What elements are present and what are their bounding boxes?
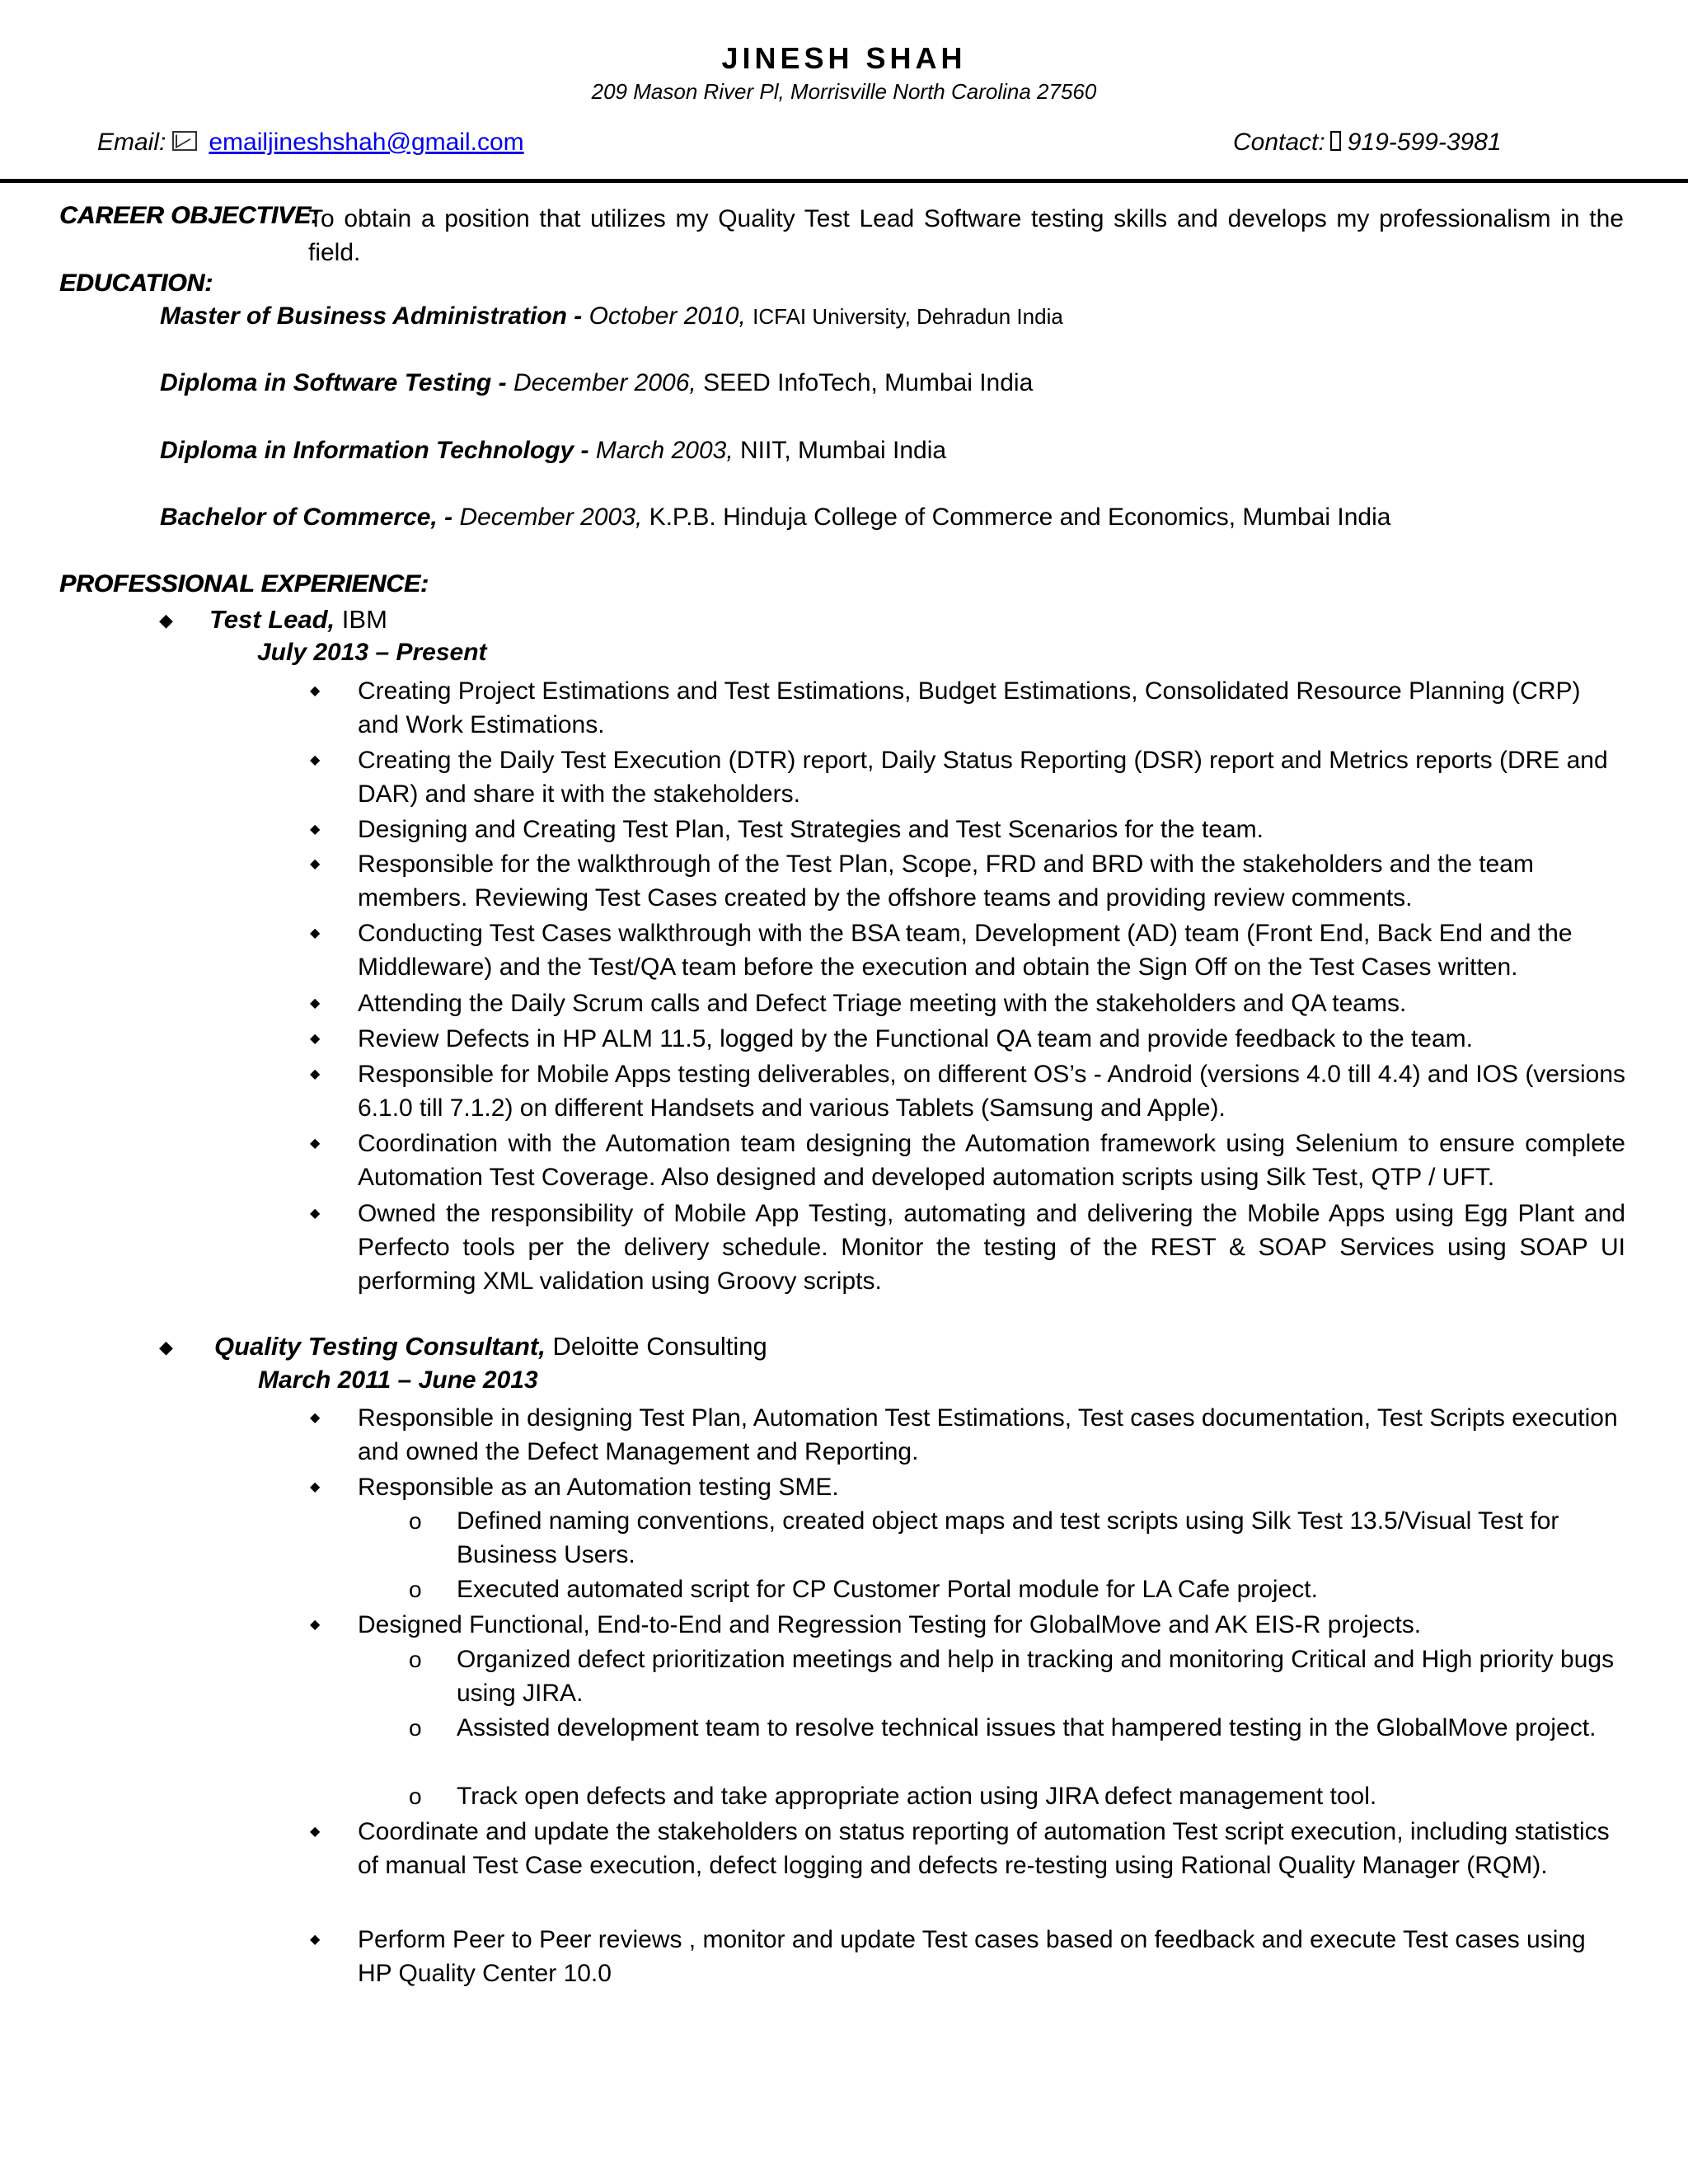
header-divider: [0, 179, 1688, 183]
candidate-address: 209 Mason River Pl, Morrisville North Carolina 27560: [591, 79, 1097, 104]
list-item: ◆ Coordination with the Automation team designing the Automation framework using Selenium to ensure complete Automation Test Coverage. Also designed and developed automation scripts using Silk Test, QTP / UFT.: [358, 1127, 1625, 1194]
degree: Bachelor of Commerce, -: [160, 504, 453, 531]
contact-line: [1233, 129, 1502, 157]
list-item: ◆ Responsible as an Automation testing SME.: [358, 1470, 1625, 1504]
list-item: ◆ Creating Project Estimations and Test Estimations, Budget Estimations, Consolidated Resource Planning (CRP) and Work Estimations.: [358, 674, 1625, 742]
list-item: ◆ Conducting Test Cases walkthrough with the BSA team, Development (AD) team (Front End, Back End and the Middleware) and the Test/QA team before the execution and obtain the Sign Off on the Test Cases written.: [358, 916, 1625, 984]
education-item: [160, 504, 1390, 532]
phone-number: 919-599-3981: [1347, 129, 1502, 156]
job-title-line: [214, 1332, 767, 1361]
degree-date: December 2006,: [513, 369, 696, 396]
degree: Diploma in Information Technology -: [160, 437, 589, 464]
degree-date: December 2003,: [459, 504, 643, 531]
job-role: Test Lead,: [209, 605, 335, 634]
email-label: Email:: [97, 129, 166, 156]
list-item: ◆ Perform Peer to Peer reviews , monitor and update Test cases based on feedback and execute Test cases using HP Quality Center 10.0: [358, 1923, 1625, 1990]
sub-list-item: o Defined naming conventions, created object maps and test scripts using Silk Test 13.5/Visual Test for Business Users.: [457, 1504, 1625, 1572]
email-link[interactable]: emailjineshshah@gmail.com: [209, 129, 524, 156]
degree: Master of Business Administration -: [160, 302, 583, 330]
degree-date: March 2003,: [595, 437, 734, 464]
sub-list-item: o Executed automated script for CP Customer Portal module for LA Cafe project.: [457, 1572, 1625, 1606]
contact-label: Contact:: [1233, 129, 1325, 156]
email-line: [97, 129, 524, 157]
degree: Diploma in Software Testing -: [160, 369, 507, 396]
job-bullet-icon: ◆: [159, 610, 173, 630]
list-item: ◆ Responsible in designing Test Plan, Automation Test Estimations, Test cases documentation, Test Scripts execution and owned the Defect Management and Reporting.: [358, 1401, 1625, 1469]
job-company: IBM: [341, 605, 387, 634]
institution: K.P.B. Hinduja College of Commerce and Economics, Mumbai India: [649, 504, 1391, 531]
job-bullet-icon: ◆: [159, 1337, 173, 1357]
job-role: Quality Testing Consultant,: [214, 1332, 546, 1361]
candidate-name: JINESH SHAH: [721, 41, 967, 75]
list-item: ◆ Responsible for the walkthrough of the Test Plan, Scope, FRD and BRD with the stakeholders and the team members. Reviewing Test Cases created by the offshore teams and providing review comments.: [358, 847, 1625, 915]
list-item: ◆ Creating the Daily Test Execution (DTR) report, Daily Status Reporting (DSR) report and Metrics reports (DRE and DAR) and share it with the stakeholders.: [358, 743, 1625, 811]
job-company: Deloitte Consulting: [552, 1332, 767, 1361]
experience-heading: PROFESSIONAL EXPERIENCE:: [59, 570, 429, 598]
objective-text: To obtain a position that utilizes my Quality Test Lead Software testing skills and develops my professionalism in the field.: [308, 205, 1624, 266]
list-item: ◆ Responsible for Mobile Apps testing deliverables, on different OS’s - Android (versions 4.0 till 4.4) and IOS (versions 6.1.0 till 7.1.2) on different Handsets and various Tablets (Samsung and Apple).: [358, 1057, 1625, 1125]
institution: ICFAI University, Dehradun India: [753, 304, 1063, 329]
sub-list-item: o Assisted development team to resolve technical issues that hampered testing in the GlobalMove project.: [457, 1711, 1625, 1745]
education-item: [160, 369, 1033, 397]
education-heading: EDUCATION:: [59, 269, 213, 297]
institution: SEED InfoTech, Mumbai India: [703, 369, 1034, 396]
education-item: [160, 302, 1063, 330]
list-item: ◆ Attending the Daily Scrum calls and Defect Triage meeting with the stakeholders and QA teams.: [358, 987, 1625, 1020]
objective-heading: CAREER OBJECTIVE:: [59, 202, 320, 229]
sub-list-item: o Track open defects and take appropriate action using JIRA defect management tool.: [457, 1779, 1625, 1813]
job-period: March 2011 – June 2013: [258, 1366, 538, 1394]
list-item: ◆ Owned the responsibility of Mobile App Testing, automating and delivering the Mobile Apps using Egg Plant and Perfecto tools per the delivery schedule. Monitor the testing of the REST & SOAP Services using SOAP UI performing XML validation using Groovy scripts.: [358, 1197, 1625, 1298]
sub-list-item: o Organized defect prioritization meetings and help in tracking and monitoring Critical and High priority bugs using JIRA.: [457, 1643, 1625, 1710]
job-period: July 2013 – Present: [257, 639, 487, 666]
phone-icon: [1330, 131, 1341, 151]
job-title-line: [209, 605, 387, 635]
mail-icon: [172, 131, 197, 151]
degree-date: October 2010,: [588, 302, 746, 330]
list-item: ◆ Designed Functional, End-to-End and Regression Testing for GlobalMove and AK EIS-R projects.: [358, 1608, 1625, 1642]
list-item: ◆ Coordinate and update the stakeholders on status reporting of automation Test script execution, including statistics of manual Test Case execution, defect logging and defects re-testing using Rational Quality Manager (RQM).: [358, 1815, 1625, 1882]
institution: NIIT, Mumbai India: [740, 437, 947, 464]
education-item: [160, 437, 946, 465]
list-item: ◆ Designing and Creating Test Plan, Test Strategies and Test Scenarios for the team.: [358, 813, 1625, 846]
list-item: ◆ Review Defects in HP ALM 11.5, logged by the Functional QA team and provide feedback to the team.: [358, 1022, 1625, 1056]
